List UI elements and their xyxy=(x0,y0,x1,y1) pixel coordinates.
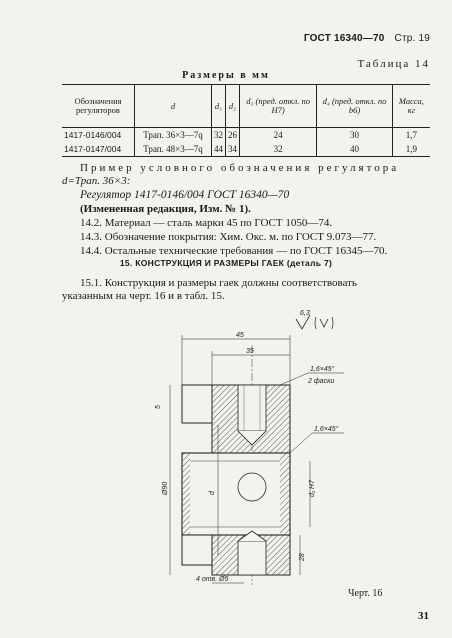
table-cell: 1,9 xyxy=(392,142,430,157)
dim-d: d xyxy=(209,491,216,495)
item-14-2: 14.2. Материал — сталь марки 45 по ГОСТ 1050—74. xyxy=(80,217,333,229)
dim-d1: d₁ Н7 xyxy=(309,480,316,497)
table-column-header: Масса, кг xyxy=(392,85,430,128)
standard-number: ГОСТ 16340—70 xyxy=(303,33,385,44)
table-subtitle: Размеры в мм xyxy=(182,70,270,81)
para-15-1-line-2: указанным на черт. 16 и в табл. 15. xyxy=(62,290,225,302)
dim-45: 45 xyxy=(236,332,244,339)
page-number: 31 xyxy=(418,610,429,622)
table-label: Таблица 14 xyxy=(357,58,430,70)
table-cell: 32 xyxy=(212,128,226,143)
chamfer-1-note: 2 фаски xyxy=(308,378,335,385)
table-cell: 44 xyxy=(212,142,226,157)
chamfer-1: 1,6×45° xyxy=(310,366,335,373)
table-cell: Трап. 36×3—7q xyxy=(135,128,212,143)
table-header-row xyxy=(62,85,430,128)
table-cell: 1417-0147/004 xyxy=(62,142,135,157)
table-cell: 26 xyxy=(226,128,240,143)
table-cell: 1417-0146/004 xyxy=(64,130,122,140)
table-column-header: d₃ (пред. откл. по Н7) xyxy=(240,85,317,128)
dim-28: 28 xyxy=(299,553,306,561)
item-14-4: 14.4. Остальные технические требования — по ГОСТ 16345—70. xyxy=(80,245,388,257)
table-column-header: d₄ (пред. откл. по b6) xyxy=(317,85,393,128)
table-body xyxy=(62,128,430,157)
table-cell: 30 xyxy=(317,128,393,143)
dim-35: 35 xyxy=(246,348,254,355)
roughness-value: 6,3 xyxy=(300,310,310,317)
example-line-1: Пример условного обозначения регулятора xyxy=(80,162,400,174)
table-cell: Трап. 48×3—7q xyxy=(135,142,212,157)
example-designation: Регулятор 1417-0146/004 ГОСТ 16340—70 xyxy=(80,189,290,201)
bottom-note: 4 отв. Ø5 xyxy=(196,576,229,583)
section-title: 15. КОНСТРУКЦИЯ И РАЗМЕРЫ ГАЕК (деталь 7) xyxy=(119,258,333,268)
roughness-mark xyxy=(296,310,333,329)
table-cell: 24 xyxy=(240,128,317,143)
example-line-2: d=Трап. 36×3: xyxy=(62,175,131,187)
table-cell: 32 xyxy=(240,142,317,157)
table-cell: 1,7 xyxy=(392,128,430,143)
table-row xyxy=(62,128,430,143)
figure-caption: Черт. 16 xyxy=(348,588,383,599)
dim-5: 5 xyxy=(155,405,162,409)
dim-phi: Ø90 xyxy=(162,481,169,495)
page-header xyxy=(304,33,430,44)
item-14-3: 14.3. Обозначение покрытия: Хим. Окс. м. по ГОСТ 9.073—77. xyxy=(80,231,377,243)
table-cell: 34 xyxy=(226,142,240,157)
table-row xyxy=(62,142,430,157)
table-14 xyxy=(62,84,430,157)
table-column-header: d₁ xyxy=(212,85,226,128)
table-column-header: d xyxy=(135,85,212,128)
chamfer-2: 1,6×45° xyxy=(314,426,339,433)
table-column-header: d₂ xyxy=(226,85,240,128)
table-cell: 40 xyxy=(317,142,393,157)
para-15-1-line-1: 15.1. Конструкция и размеры гаек должны соответствовать xyxy=(80,277,357,289)
page-label: Стр. 19 xyxy=(394,33,430,44)
drawing-16 xyxy=(140,305,350,590)
table-column-header: Обозначения регуляторов xyxy=(62,85,135,128)
example-revision: (Измененная редакция, Изм. № 1). xyxy=(80,203,251,215)
